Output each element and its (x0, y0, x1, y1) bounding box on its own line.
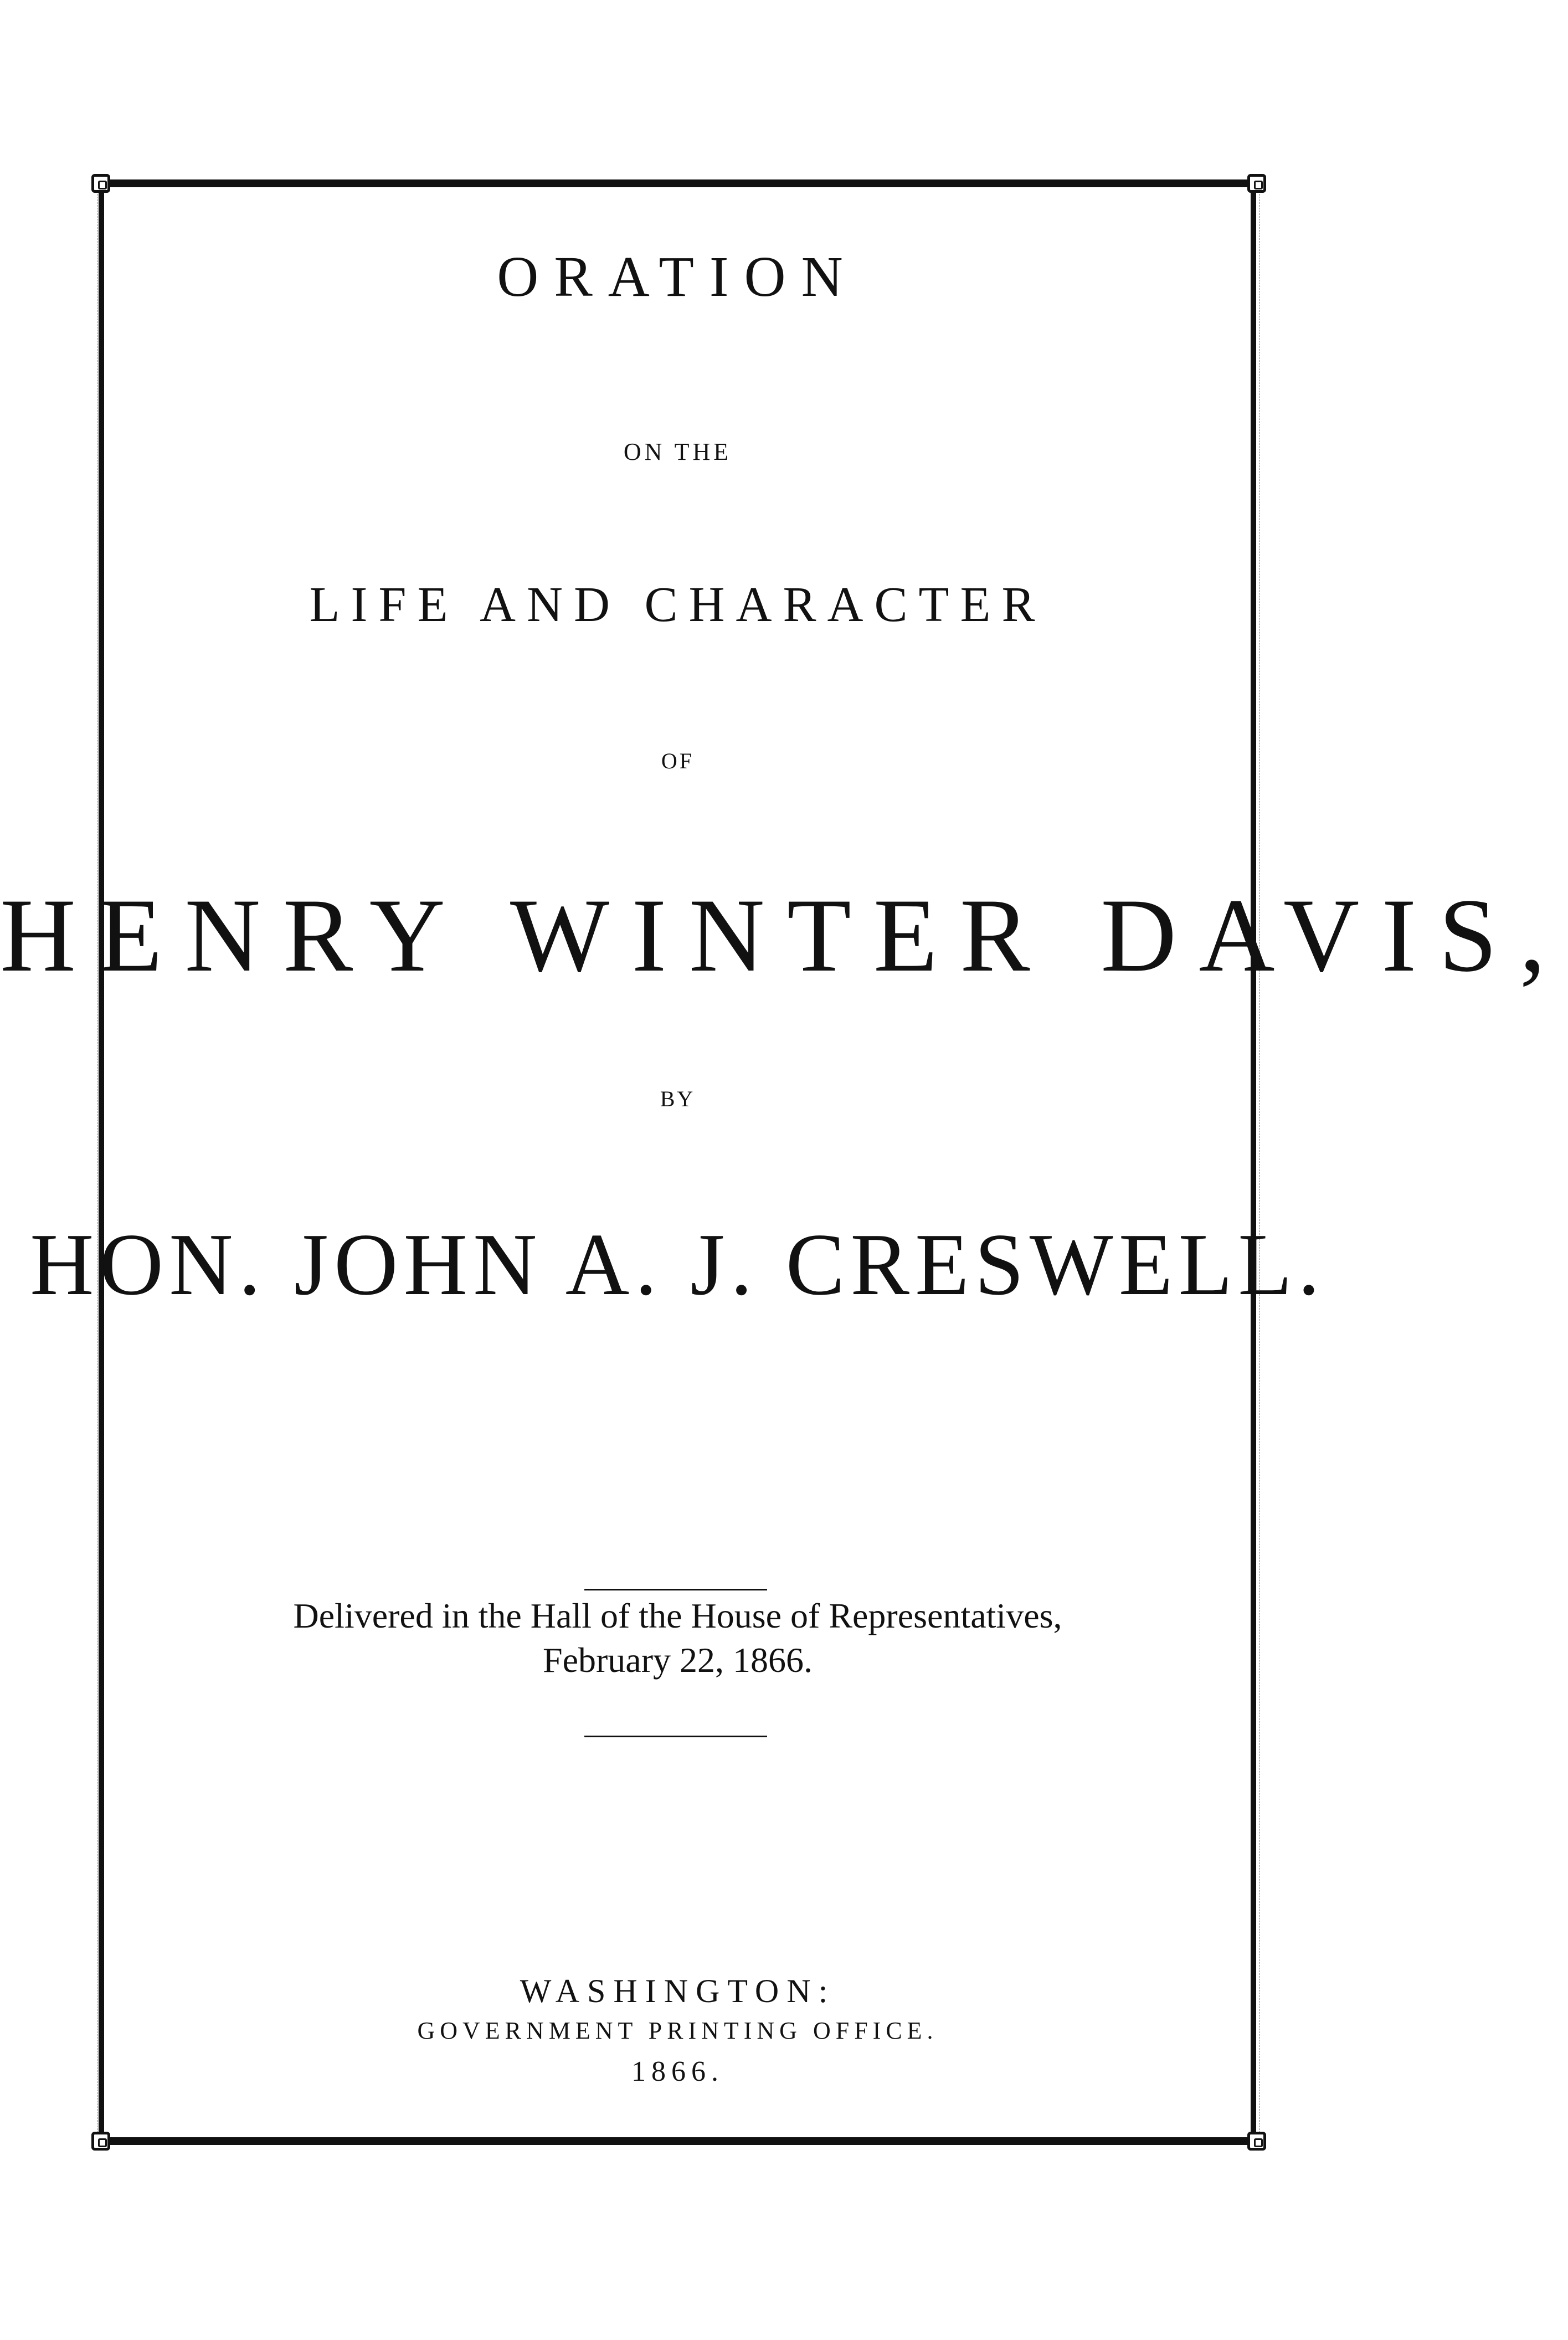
divider-rule (584, 1736, 767, 1737)
delivered-text: Delivered in the Hall of the House of Representatives, (293, 1596, 1062, 1635)
imprint-printer: GOVERNMENT PRINTING OFFICE. (417, 2017, 938, 2044)
date-text: February 22, 1866. (542, 1640, 813, 1680)
of-text: OF (661, 748, 695, 773)
by-text: BY (660, 1086, 696, 1111)
bottom-border-rule (97, 2137, 1260, 2145)
corner-ornament-icon (91, 2132, 110, 2151)
author-name: HON. JOHN A. J. CRESWELL. (30, 1215, 1325, 1313)
right-border-rule (1251, 183, 1256, 2144)
corner-ornament-icon (91, 174, 110, 193)
title-oration: ORATION (497, 245, 858, 309)
imprint-year: 1866. (631, 2056, 724, 2087)
corner-ornament-icon (1247, 174, 1266, 193)
subject-text: LIFE AND CHARACTER (309, 577, 1046, 632)
on-the-text: ON THE (623, 438, 732, 465)
honoree-name: HENRY WINTER DAVIS, (0, 878, 1568, 994)
corner-ornament-icon (1247, 2132, 1266, 2151)
top-border-rule (97, 179, 1260, 187)
page-border-frame (97, 183, 1260, 2144)
divider-rule (584, 1589, 767, 1590)
left-border-rule (99, 183, 104, 2144)
imprint-city: WASHINGTON: (520, 1973, 836, 2009)
